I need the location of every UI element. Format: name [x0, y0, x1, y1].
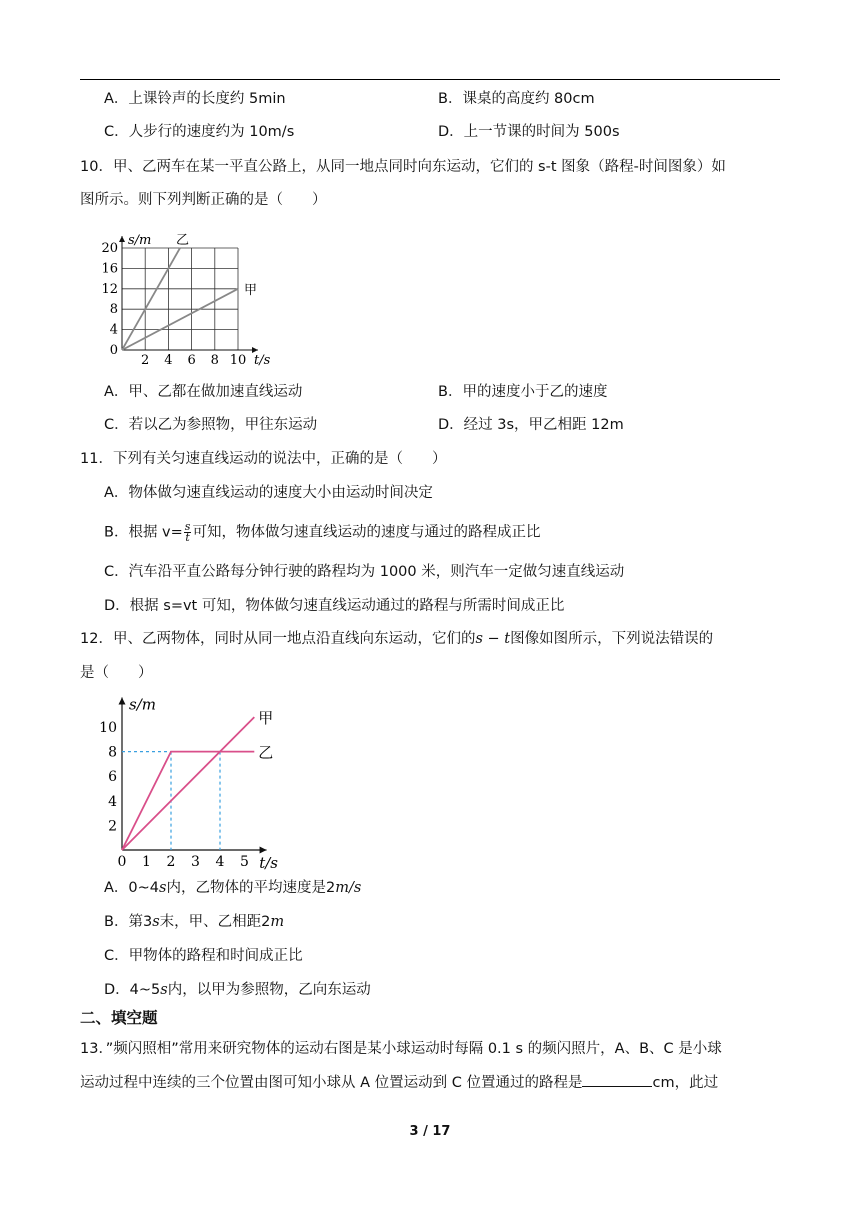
y-tick-label: 12 — [101, 281, 118, 297]
q12-stem-line2: 是（ ） — [80, 665, 153, 681]
q12-option-a[interactable] — [104, 878, 361, 898]
q13-line2 — [80, 1072, 718, 1093]
q11-b-suffix: 可知，物体做匀速直线运动的速度与通过的路程成正比 — [192, 524, 541, 541]
y-tick-label: 16 — [101, 261, 118, 277]
q12-option-b[interactable] — [104, 912, 284, 932]
y-tick-label: 20 — [101, 241, 118, 256]
q9-option-a[interactable]: A．上课铃声的长度约 5min — [104, 91, 286, 107]
q12-b-unit2: m — [270, 914, 285, 930]
x-axis-label: t/s — [254, 353, 271, 368]
q13-line2-pre: 运动过程中连续的三个位置由图可知小球从 A 位置运动到 C 位置通过的路程是 — [80, 1075, 583, 1091]
q12-b-unit1: s — [152, 914, 160, 930]
y-axis-arrow — [119, 236, 125, 242]
y-tick-label: 0 — [109, 343, 118, 358]
header-rule — [80, 79, 780, 80]
fraction-denominator: t — [185, 531, 190, 544]
q9-option-d[interactable]: D．上一节课的时间为 500s — [438, 124, 620, 140]
q11-option-b[interactable] — [104, 522, 540, 543]
y-tick-label: 10 — [99, 720, 117, 736]
x-tick-label: 6 — [187, 353, 196, 368]
q12-d-mid: 内，以甲为参照物，乙向东运动 — [167, 982, 371, 998]
chart-q10 — [96, 224, 286, 374]
series-line-yi — [122, 752, 254, 850]
y-tick-label: 2 — [108, 818, 117, 835]
q12-a-unit2: m/s — [335, 880, 362, 896]
x-tick-label: 2 — [141, 353, 150, 368]
y-axis-label: s/m — [128, 233, 152, 248]
q9-option-b[interactable]: B．课桌的高度约 80cm — [438, 91, 595, 107]
q10-option-c[interactable]: C．若以乙为参照物，甲往东运动 — [104, 417, 318, 433]
q11-b-prefix: B．根据 v= — [104, 524, 183, 541]
x-tick-label: 10 — [229, 353, 247, 368]
q12-a-pre: A．0~4 — [104, 880, 160, 896]
q10-option-a[interactable]: A．甲、乙都在做加速直线运动 — [104, 384, 303, 400]
y-tick-label: 8 — [109, 302, 118, 318]
q10-stem-line1: 10．甲、乙两车在某一平直公路上，从同一地点同时向东运动，它们的 s-t 图象（路程-时间图象）如 — [80, 159, 726, 175]
q13-line2-post: cm，此过 — [652, 1075, 719, 1091]
answer-blank[interactable] — [582, 1072, 652, 1087]
series-line-jia — [122, 717, 254, 850]
q11-stem: 11．下列有关匀速直线运动的说法中，正确的是（ ） — [80, 451, 447, 467]
x-tick-label: 3 — [191, 854, 200, 870]
q13-line1: 13．”频闪照相”常用来研究物体的运动右图是某小球运动时每隔 0.1 s 的频闪照片，A、B、C 是小球 — [80, 1041, 722, 1057]
q12-d-unit1: s — [160, 982, 168, 998]
y-axis-label: s/m — [129, 695, 156, 714]
x-tick-label: 1 — [142, 854, 151, 870]
q12-stem-line1 — [80, 629, 713, 649]
q10-stem-line2: 图所示。则下列判断正确的是（ ） — [80, 192, 327, 208]
q12-b-mid: 末，甲、乙相距2 — [159, 914, 271, 930]
section-heading-fill-in: 二、填空题 — [80, 1009, 158, 1027]
x-axis-label: t/s — [259, 854, 278, 870]
q12-stem-suffix: 图像如图所示，下列说法错误的 — [510, 631, 714, 647]
q11-option-a[interactable]: A．物体做匀速直线运动的速度大小由运动时间决定 — [104, 485, 433, 501]
q11-option-c[interactable]: C．汽车沿平直公路每分钟行驶的路程均为 1000 米，则汽车一定做匀速直线运动 — [104, 564, 625, 580]
q10-option-b[interactable]: B．甲的速度小于乙的速度 — [438, 384, 608, 400]
y-tick-label: 6 — [108, 769, 117, 786]
q10-option-d[interactable]: D．经过 3s，甲乙相距 12m — [438, 417, 624, 433]
y-tick-label: 4 — [108, 793, 117, 810]
fraction-numerator: s — [184, 520, 191, 533]
speed-fraction — [184, 522, 192, 543]
q12-b-pre: B．第3 — [104, 914, 153, 930]
page-indicator: 3 / 17 — [409, 1124, 451, 1139]
series-label: 乙 — [258, 743, 274, 762]
series-label: 乙 — [176, 233, 190, 248]
x-tick-label: 4 — [215, 854, 225, 870]
x-tick-label: 5 — [240, 854, 249, 870]
q12-stem-math: s − t — [475, 631, 511, 647]
chart-q12 — [96, 686, 306, 870]
y-axis-arrow — [119, 697, 126, 704]
q12-option-c[interactable]: C．甲物体的路程和时间成正比 — [104, 948, 303, 964]
q12-a-mid: 内，乙物体的平均速度是2 — [166, 880, 336, 896]
series-label: 甲 — [258, 709, 274, 728]
q12-a-unit1: s — [159, 880, 167, 896]
q11-option-d[interactable]: D．根据 s=vt 可知，物体做匀速直线运动通过的路程与所需时间成正比 — [104, 598, 565, 614]
x-tick-label: 0 — [117, 854, 127, 870]
x-tick-label: 8 — [210, 353, 219, 368]
x-axis-arrow — [260, 847, 267, 854]
y-tick-label: 8 — [108, 744, 117, 761]
x-tick-label: 4 — [164, 353, 173, 368]
q12-stem-prefix: 12．甲、乙两物体，同时从同一地点沿直线向东运动，它们的 — [80, 631, 476, 647]
q12-d-pre: D．4~5 — [104, 982, 161, 998]
q12-option-d[interactable] — [104, 980, 371, 1000]
x-tick-label: 2 — [166, 854, 176, 870]
series-label: 甲 — [244, 282, 258, 298]
q9-option-c[interactable]: C．人步行的速度约为 10m/s — [104, 124, 295, 140]
y-tick-label: 4 — [109, 322, 118, 338]
